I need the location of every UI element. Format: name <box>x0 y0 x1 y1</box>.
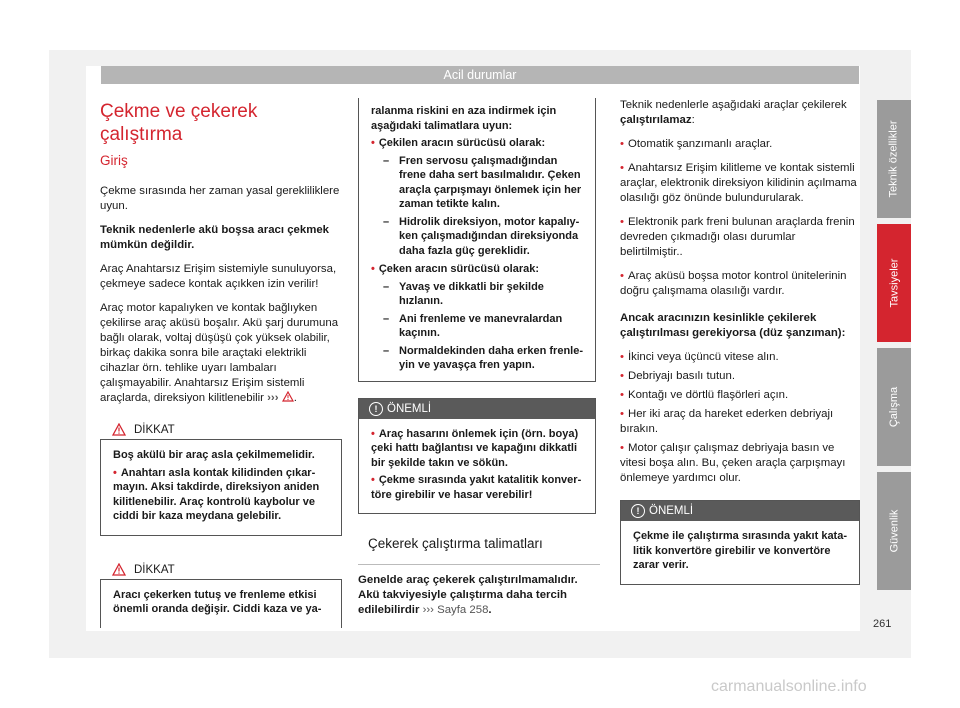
warning-box <box>100 420 342 536</box>
warning-header: DİKKAT <box>100 420 342 440</box>
paragraph: Teknik nedenlerle aşağıdaki araçlar çekilerek çalıştırılamaz: <box>620 99 847 126</box>
exclamation-icon: ! <box>369 402 383 416</box>
paragraph: Araç Anahtarsız Erişim sistemiyle sunuluyorsa, çekmeye sadece kontak açıkken izin verilir! <box>100 263 337 290</box>
section-heading: Çekerek çalıştırma talimatları <box>358 536 596 551</box>
bullet-icon: • <box>371 263 375 275</box>
list-item: – Yavaş ve dikkatli bir şekilde hızlanın. <box>383 280 544 307</box>
list-item: • Debriyajı basılı tutun. <box>620 370 735 382</box>
section-title: Çekme ve çekerek çalıştırma <box>100 101 258 145</box>
notice-body: Çekme ile çalıştırma sırasında yakıt katalitik konvertöre girebilir ve konvertöre zarar verir. <box>633 530 848 571</box>
reference-link[interactable]: ››› Sayfa 258 <box>422 604 489 616</box>
notice-box <box>620 500 860 585</box>
list-item: – Normaldekinden daha erken frenleyin ve yavaşça fren yapın. <box>383 344 584 371</box>
paragraph-heading: Ancak aracınızın kesinlikle çekilerek çalıştırılması gerekiyorsa (düz şanzıman): <box>620 312 846 339</box>
tab-guvenlik[interactable]: Güvenlik <box>877 472 911 590</box>
warning-body: Boş akülü bir araç asla çekilmemelidir. • Anahtarı asla kontak kilidinden çıkarmayın. Aksi takdirde, direksiyon aniden kilitlenebilir. Araç kontrolü kaybolur ve ciddi bir kaza meydana gelebilir. <box>100 440 342 536</box>
warning-header: DİKKAT <box>100 560 342 580</box>
tab-tavsiyeler[interactable]: Tavsiyeler <box>877 224 911 342</box>
list-item: – Hidrolik direksiyon, motor kapalıyken çalışmadığından direksiyonda daha fazla güç gereklidir. <box>383 215 580 257</box>
notice-body: • Araç hasarını önlemek için (örn. boya) çeki hattı bağlantısı ve kapağını dikkatli bir şekilde takın ve sökün. • Çekme sırasında yakıt katalitik konvertöre girebilir ve hasar verebilir! <box>371 427 582 501</box>
list-item: • Otomatik şanzımanlı araçlar. <box>620 138 773 150</box>
paragraph: Araç motor kapalıyken ve kontak bağlıyken çekilirse araç aküsü boşalır. Akü şarj durumuna bağlı olarak, voltaj düşüşü çok yüksek olabilir, birkaç dakika sonra bile araçtaki elektrikli cihazlar örn. tehlike uyarı lambaları çalışmayabilir. Anahtarsız Erişim sistemli araçlarda, direksiyon kilitlenebilir ››› . <box>100 302 339 404</box>
list-item: • Anahtarsız Erişim kilitleme ve kontak sistemli araçlar, elektronik direksiyon kilidinin açılmama olasılığı göz önünde bulundurularak. <box>620 162 857 204</box>
list-item: • Elektronik park freni bulunan araçlarda frenin devreden çıkmadığı olası durumlar belirtilmiştir.. <box>620 216 855 258</box>
bullet-icon: • <box>371 427 375 440</box>
warning-icon <box>282 391 294 402</box>
warning-body: Aracı çekerken tutuş ve frenleme etkisi önemli oranda değişir. Ciddi kaza ve ya- <box>100 580 342 628</box>
warning-box <box>100 560 342 628</box>
list-item: • Her iki araç da hareket ederken debriyajı bırakın. <box>620 408 834 435</box>
page-number: 261 <box>873 618 892 630</box>
bullet-icon: • <box>371 137 375 149</box>
list-item: • Motor çalışır çalışmaz debriyaja basın ve vitesi boşa alın. Bu, çeken araçla çarpışmayı önlemeye yardımcı olur. <box>620 442 846 484</box>
bullet-icon: • <box>371 474 375 486</box>
column-1 <box>100 100 342 644</box>
paragraph-bold: Teknik nedenlerle akü boşsa aracı çekmek mümkün değildir. <box>100 224 329 251</box>
list-item: – Fren servosu çalışmadığından frene daha sert basılmalıdır. Çeken araçla çarpışmayı önlemek için her zaman tetikte kalın. <box>383 154 582 210</box>
exclamation-icon: ! <box>631 504 645 518</box>
warning-icon <box>112 563 126 576</box>
subsection-title: Giriş <box>100 153 128 168</box>
watermark: carmanualsonline.info <box>711 678 867 695</box>
column-3 <box>620 98 860 601</box>
list-item: • İkinci veya üçüncü vitese alın. <box>620 351 779 363</box>
page-header: Acil durumlar <box>101 66 859 84</box>
notice-header: ! ÖNEMLİ <box>621 501 859 521</box>
tab-teknik-ozellikler[interactable]: Teknik özellikler <box>877 100 911 218</box>
list-item: – Ani frenleme ve manevralardan kaçının. <box>383 312 563 339</box>
warning-box-continued: ralanma riskini en aza indirmek için aşağıdaki talimatlara uyun: • Çekilen aracın sürücüsü olarak: – Fren servosu çalışmadığından frene daha sert basılmalıdır. Çeken araçla çarpışmayı önlemek için her zaman tetikte kalın. – Hidrolik direksiyon, motor kapalıyken çalışmadığından direksiyonda daha fazla güç gereklidir. • Çeken aracın sürücüsü olarak: – Yavaş ve dikkatli bir şekilde hızlanın. – Ani frenleme ve manevralardan kaçının. – Normaldekinden daha erken frenleyin ve yavaşça fren yapın. <box>358 98 596 382</box>
paragraph-bold: Genelde araç çekerek çalıştırılmamalıdır. Akü takviyesiyle çalıştırma daha tercih edilebilirdir ››› Sayfa 258. <box>358 574 578 616</box>
list-item: • Kontağı ve dörtlü flaşörleri açın. <box>620 389 789 401</box>
column-2 <box>358 98 596 627</box>
warning-icon <box>112 423 126 436</box>
paragraph: Çekme sırasında her zaman yasal gerekliliklere uyun. <box>100 185 340 212</box>
notice-box <box>358 398 596 515</box>
notice-header: ! ÖNEMLİ <box>359 399 595 419</box>
tab-calisma[interactable]: Çalışma <box>877 348 911 466</box>
list-item: • Araç aküsü boşsa motor kontrol ünitelerinin doğru çalışmama olasılığı vardır. <box>620 270 847 297</box>
reference-link[interactable]: ››› <box>267 392 279 404</box>
bullet-icon: • <box>113 466 117 479</box>
